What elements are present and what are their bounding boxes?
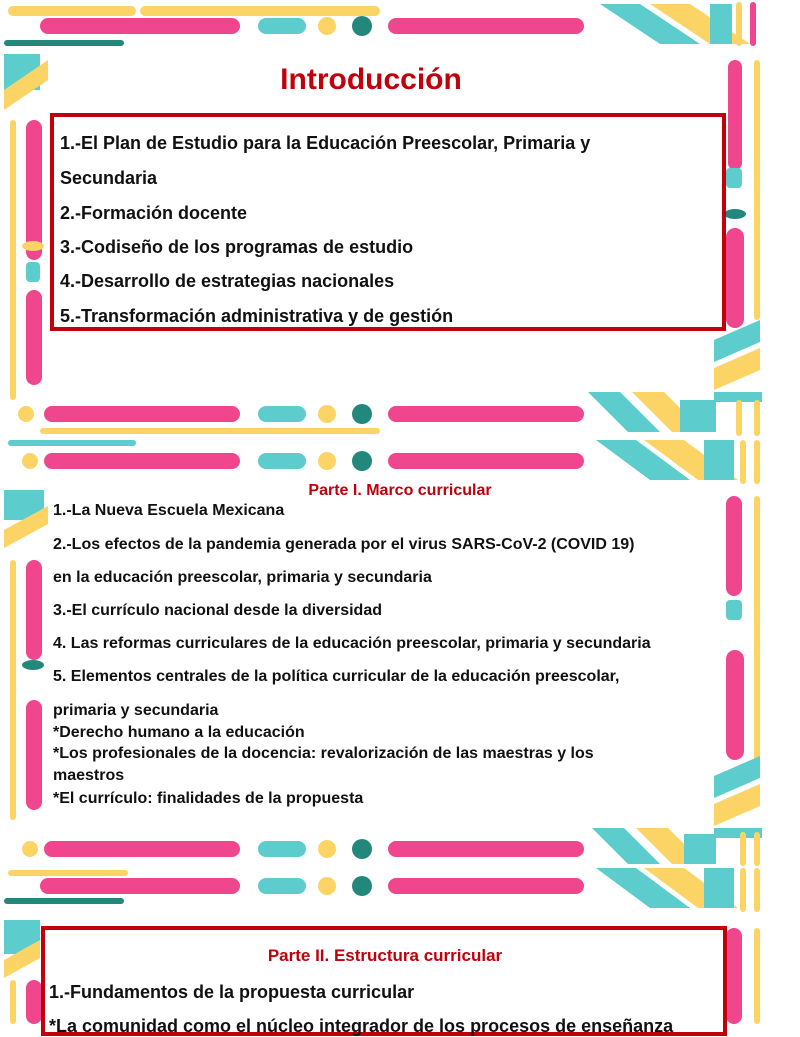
- list-item: *Derecho humano a la educación: [53, 724, 305, 741]
- list-item: *La comunidad como el núcleo integrador de los procesos de enseñanza: [49, 1016, 674, 1036]
- list-item: maestros: [53, 767, 125, 784]
- list-item: 1.-La Nueva Escuela Mexicana: [53, 502, 285, 519]
- slide-parte-ii: [0, 868, 768, 1036]
- list-item: en la educación preescolar, primaria y secundaria: [53, 569, 432, 586]
- slide-parte-i: [0, 440, 768, 866]
- list-item: 4.-Desarrollo de estrategias nacionales: [60, 271, 395, 291]
- list-item: 5. Elementos centrales de la política curricular de la educación preescolar,: [53, 668, 620, 685]
- list-item: 3.-Codiseño de los programas de estudio: [60, 237, 414, 257]
- list-item: 1.-Fundamentos de la propuesta curricular: [49, 982, 415, 1002]
- slide-title: Introducción: [280, 63, 462, 96]
- slide-title: Parte I. Marco curricular: [308, 482, 492, 499]
- list-item: 5.-Transformación administrativa y de gestión: [60, 306, 454, 326]
- content-box: [50, 113, 726, 331]
- list-item: primaria y secundaria: [53, 702, 219, 719]
- slide-title: Parte II. Estructura curricular: [267, 946, 503, 965]
- list-item: 2.-Los efectos de la pandemia generada por el virus SARS-CoV-2 (COVID 19): [53, 536, 635, 553]
- list-item: 3.-El currículo nacional desde la diversidad: [53, 602, 382, 619]
- content-box: [41, 926, 727, 1036]
- list-item: 1.-El Plan de Estudio para la Educación Preescolar, Primaria y: [60, 133, 591, 153]
- list-item: 4. Las reformas curriculares de la educación preescolar, primaria y secundaria: [53, 635, 651, 652]
- list-item: 2.-Formación docente: [60, 203, 248, 223]
- list-item: *El currículo: finalidades de la propuesta: [53, 790, 364, 807]
- slide-introduccion: [0, 0, 768, 438]
- list-item: Secundaria: [60, 168, 158, 188]
- list-item: *Los profesionales de la docencia: revalorización de las maestras y los: [53, 745, 594, 762]
